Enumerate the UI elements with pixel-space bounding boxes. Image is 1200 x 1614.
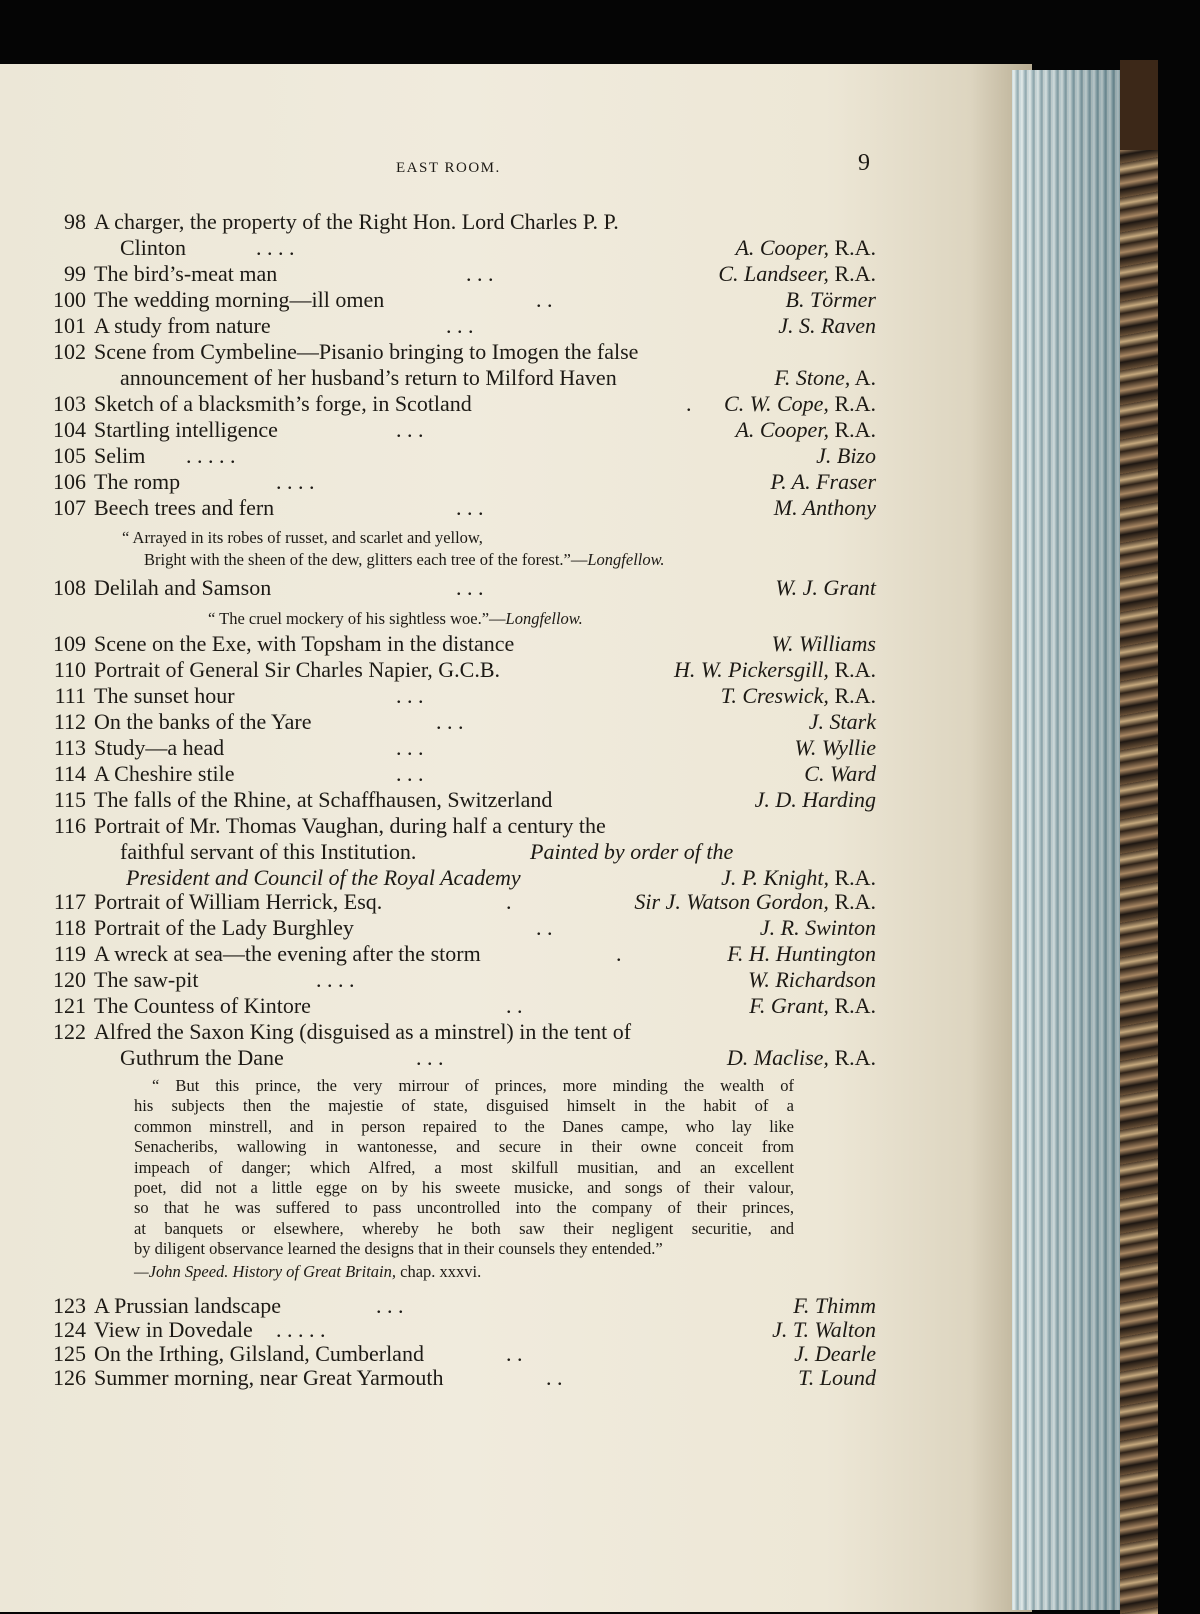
leader-dots: . . . <box>446 313 474 338</box>
leader-dots: . <box>686 391 692 416</box>
entry-title: The bird’s-meat man <box>94 261 278 286</box>
running-head: EAST ROOM. <box>396 160 501 176</box>
artist-name <box>749 993 876 1019</box>
artist-name <box>748 967 876 993</box>
artist-text: J. P. Knight, <box>721 865 829 890</box>
leader-dots: . . . . . <box>186 443 236 468</box>
entry-number: 103 <box>53 391 86 416</box>
entry-number: 101 <box>53 313 86 338</box>
leader-dots: . . . <box>396 735 424 760</box>
speed-quote-line: by diligent observance learned the designs that in their counsels they entended.” <box>134 1239 663 1259</box>
entry-title: The sunset hour <box>94 683 235 708</box>
artist-name <box>724 391 876 417</box>
leader-dots: . . <box>546 1365 563 1390</box>
entry-number: 113 <box>53 735 86 760</box>
artist-name <box>809 709 876 735</box>
entry-title: The wedding morning—ill omen <box>94 287 385 312</box>
entry-title: View in Dovedale <box>94 1317 253 1342</box>
artist-text: C. Ward <box>804 761 876 786</box>
entry-105 <box>36 443 876 469</box>
entry-103 <box>36 391 876 417</box>
entry-number: 116 <box>53 813 86 838</box>
entry-106 <box>36 469 876 495</box>
entry-title: Delilah and Samson <box>94 575 272 600</box>
entry-number: 114 <box>53 761 86 786</box>
entry-title: A Cheshire stile <box>94 761 235 786</box>
artist-name <box>795 735 876 761</box>
entry-title-continued: Guthrum the Dane <box>120 1045 284 1070</box>
speed-quote-line: common minstrell, and in person repaired to the Danes campe, who lay like <box>134 1116 794 1136</box>
entry-title: A study from nature <box>94 313 271 338</box>
artist-honorific: R.A. <box>828 683 876 708</box>
speed-quote-line: impeach of danger; which Alfred, a most skilfull musitian, and an excellent <box>134 1157 794 1177</box>
leader-dots: . . . <box>436 709 464 734</box>
entry-title: A charger, the property of the Right Hon. Lord Charles P. P. <box>94 209 619 234</box>
speed-quote-line: poet, did not a little egge on by his sweete musicke, and songs of their valour, <box>134 1177 794 1197</box>
entry-101 <box>36 313 876 339</box>
entry-116 <box>36 813 876 839</box>
artist-text: A. Cooper, <box>735 417 829 442</box>
entry-number: 110 <box>53 657 86 682</box>
entry-number: 105 <box>53 443 86 468</box>
leader-dots: . . . . <box>316 967 355 992</box>
artist-name <box>755 787 876 813</box>
entry-title-continued: faithful servant of this Institution. <box>120 839 417 864</box>
entry-116-continued-2 <box>36 865 876 891</box>
entry-112 <box>36 709 876 735</box>
artist-name <box>798 1365 876 1391</box>
entry-number: 109 <box>53 631 86 656</box>
leader-dots: . . . <box>466 261 494 286</box>
artist-text: P. A. Fraser <box>770 469 876 494</box>
artist-honorific: A. <box>850 365 876 390</box>
entry-title-continued: Clinton <box>120 235 187 260</box>
entry-118 <box>36 915 876 941</box>
cover-spine-band <box>1120 60 1158 150</box>
entry-title: A wreck at sea—the evening after the storm <box>94 941 481 966</box>
page-number: 9 <box>858 150 870 176</box>
artist-name <box>727 941 876 967</box>
entry-number: 120 <box>53 967 86 992</box>
entry-title: On the banks of the Yare <box>94 709 312 734</box>
artist-name <box>778 313 876 339</box>
artist-text: Sir J. Watson Gordon, <box>634 889 829 914</box>
entry-121 <box>36 993 876 1019</box>
artist-text: W. Richardson <box>748 967 876 992</box>
artist-name <box>774 495 876 521</box>
entry-number: 106 <box>53 469 86 494</box>
entry-111 <box>36 683 876 709</box>
leader-dots: . . <box>506 1341 523 1366</box>
speed-quote-chapter: chap. xxxvi. <box>396 1262 482 1281</box>
entry-number: 108 <box>53 575 86 600</box>
entry-number: 119 <box>53 941 86 966</box>
artist-name <box>793 1293 876 1319</box>
artist-name <box>816 443 876 469</box>
leader-dots: . . . <box>396 417 424 442</box>
artist-name <box>772 1317 876 1343</box>
entry-number: 115 <box>53 787 86 812</box>
marbled-cover <box>1120 60 1158 1614</box>
entry-125 <box>36 1341 876 1367</box>
entry-title: Summer morning, near Great Yarmouth <box>94 1365 444 1390</box>
artist-text: J. Bizo <box>816 443 876 468</box>
entry-title: Beech trees and fern <box>94 495 275 520</box>
artist-honorific: R.A. <box>828 889 876 914</box>
leader-dots: . . . <box>396 683 424 708</box>
entry-99 <box>36 261 876 287</box>
entry-119 <box>36 941 876 967</box>
artist-honorific: R.A. <box>828 261 876 286</box>
artist-name <box>721 865 876 891</box>
artist-name <box>804 761 876 787</box>
entry-title: Portrait of William Herrick, Esq. <box>94 889 383 914</box>
entry-title: Alfred the Saxon King (disguised as a minstrel) in the tent of <box>94 1019 632 1044</box>
entry-title: The romp <box>94 469 181 494</box>
entry-title-italic: President and Council of the Royal Academy <box>126 865 521 890</box>
artist-text: J. Dearle <box>794 1341 876 1366</box>
entry-title-italic: Painted by order of the <box>530 839 734 864</box>
entry-number: 126 <box>53 1365 86 1390</box>
entry-98-continued <box>36 235 876 261</box>
quote-108-text: “ The cruel mockery of his sightless woe.”— <box>208 609 506 628</box>
artist-name <box>634 889 876 915</box>
quote-108 <box>208 609 583 629</box>
artist-name <box>727 1045 876 1071</box>
entry-title: A Prussian landscape <box>94 1293 281 1318</box>
entry-98 <box>36 209 876 235</box>
entry-title: Portrait of the Lady Burghley <box>94 915 354 940</box>
page-edges-shade <box>1012 70 1134 1610</box>
entry-114 <box>36 761 876 787</box>
entry-102 <box>36 339 876 365</box>
entry-title: Selim <box>94 443 146 468</box>
speed-quote-source <box>134 1262 481 1282</box>
entry-number: 122 <box>53 1019 86 1044</box>
artist-name <box>786 287 876 313</box>
entry-122 <box>36 1019 876 1045</box>
speed-quote-line: at banquets or elsewhere, whereby he both saw their negligent securitie, and <box>134 1218 794 1238</box>
leader-dots: . . <box>506 993 523 1018</box>
entry-number: 104 <box>53 417 86 442</box>
entry-title-continued: announcement of her husband’s return to Milford Haven <box>120 365 617 390</box>
artist-honorific: R.A. <box>828 391 876 416</box>
leader-dots: . . . . <box>256 235 295 260</box>
artist-honorific: R.A. <box>828 865 876 890</box>
artist-text: A. Cooper, <box>735 235 829 260</box>
entry-title: Scene on the Exe, with Topsham in the distance <box>94 631 515 656</box>
entry-title: The falls of the Rhine, at Schaffhausen, Switzerland <box>94 787 553 812</box>
entry-122-continued <box>36 1045 876 1071</box>
quote-108-source: Longfellow. <box>505 609 583 628</box>
entry-number: 107 <box>53 495 86 520</box>
entry-number: 98 <box>64 209 86 234</box>
artist-name <box>718 261 876 287</box>
entry-number: 111 <box>54 683 86 708</box>
leader-dots: . . . <box>376 1293 404 1318</box>
leader-dots: . <box>506 889 512 914</box>
entry-116-continued <box>36 839 876 865</box>
leader-dots: . . . <box>396 761 424 786</box>
entry-107 <box>36 495 876 521</box>
artist-text: W. Williams <box>771 631 876 656</box>
artist-honorific: R.A. <box>828 417 876 442</box>
speed-quote-line: “ But this prince, the very mirrour of princes, more minding the wealth of <box>152 1076 794 1095</box>
entry-108 <box>36 575 876 601</box>
artist-name <box>772 631 876 657</box>
entry-115 <box>36 787 876 813</box>
entry-113 <box>36 735 876 761</box>
artist-text: F. Grant, <box>749 993 829 1018</box>
entry-124 <box>36 1317 876 1343</box>
quote-107-source: Longfellow. <box>587 550 665 569</box>
artist-name <box>775 575 876 601</box>
artist-honorific: R.A. <box>828 993 876 1018</box>
artist-text: J. D. Harding <box>754 787 876 812</box>
entry-title: Portrait of General Sir Charles Napier, G.C.B. <box>94 657 501 682</box>
speed-quote-line: so that he was suffered to pass uncontrolled into the company of their princes, <box>134 1198 794 1218</box>
entry-100 <box>36 287 876 313</box>
artist-name <box>770 469 876 495</box>
quote-107-text: Bright with the sheen of the dew, glitters each tree of the forest.”— <box>144 550 588 569</box>
entry-title: The Countess of Kintore <box>94 993 311 1018</box>
entry-number: 100 <box>53 287 86 312</box>
artist-text: H. W. Pickersgill, <box>673 657 829 682</box>
entry-title: Portrait of Mr. Thomas Vaughan, during half a century the <box>94 813 606 838</box>
entry-123 <box>36 1293 876 1319</box>
quote-107-line1: “ Arrayed in its robes of russet, and scarlet and yellow, <box>122 528 483 547</box>
artist-text: D. Maclise, <box>726 1045 829 1070</box>
entry-126 <box>36 1365 876 1391</box>
artist-name <box>735 417 876 443</box>
entry-104 <box>36 417 876 443</box>
artist-name <box>674 657 876 683</box>
artist-text: M. Anthony <box>773 495 876 520</box>
speed-quote-line: Senacheribs, wallowing in wantonesse, and secure in their owne conceit from <box>134 1137 794 1157</box>
artist-name <box>735 235 876 261</box>
artist-text: C. W. Cope, <box>724 391 829 416</box>
artist-text: W. J. Grant <box>775 575 876 600</box>
artist-text: J. R. Swinton <box>759 915 876 940</box>
entry-number: 117 <box>53 889 86 914</box>
entry-title: Startling intelligence <box>94 417 278 442</box>
entry-120 <box>36 967 876 993</box>
entry-number: 102 <box>53 339 86 364</box>
leader-dots: . . <box>536 915 553 940</box>
entry-title: Scene from Cymbeline—Pisanio bringing to Imogen the false <box>94 339 639 364</box>
artist-text: T. Creswick, <box>720 683 829 708</box>
speed-quote <box>134 1076 794 1260</box>
artist-text: F. Stone, <box>774 365 851 390</box>
entry-number: 125 <box>53 1341 86 1366</box>
entry-title: Study—a head <box>94 735 225 760</box>
entry-title: The saw-pit <box>94 967 199 992</box>
entry-number: 99 <box>64 261 86 286</box>
leader-dots: . . . <box>416 1045 444 1070</box>
leader-dots: . . . <box>456 575 484 600</box>
leader-dots: . . . . . <box>276 1317 326 1342</box>
leader-dots: . <box>616 941 622 966</box>
entry-110 <box>36 657 876 683</box>
artist-name <box>760 915 876 941</box>
quote-107-line2 <box>144 550 665 570</box>
artist-text: W. Wyllie <box>794 735 876 760</box>
artist-honorific: R.A. <box>828 1045 876 1070</box>
artist-text: B. Törmer <box>785 287 876 312</box>
entry-117 <box>36 889 876 915</box>
speed-quote-line: his subjects then the majestie of state, disguised himselt in the habit of a <box>134 1096 794 1116</box>
entry-title: Sketch of a blacksmith’s forge, in Scotland <box>94 391 472 416</box>
entry-number: 123 <box>53 1293 86 1318</box>
entry-number: 124 <box>53 1317 86 1342</box>
entry-number: 121 <box>53 993 86 1018</box>
artist-honorific: R.A. <box>828 657 876 682</box>
entry-title: On the Irthing, Gilsland, Cumberland <box>94 1341 424 1366</box>
entry-102-continued <box>36 365 876 391</box>
artist-honorific: R.A. <box>828 235 876 260</box>
leader-dots: . . . . <box>276 469 315 494</box>
artist-name <box>794 1341 876 1367</box>
artist-text: J. T. Walton <box>772 1317 876 1342</box>
leader-dots: . . <box>536 287 553 312</box>
artist-text: F. H. Huntington <box>727 941 876 966</box>
artist-name <box>774 365 876 391</box>
artist-text: F. Thimm <box>793 1293 876 1318</box>
artist-text: C. Landseer, <box>718 261 829 286</box>
entry-109 <box>36 631 876 657</box>
speed-quote-citation: —John Speed. History of Great Britain, <box>134 1262 396 1281</box>
artist-text: T. Lound <box>798 1365 876 1390</box>
artist-text: J. Stark <box>808 709 876 734</box>
entry-number: 118 <box>53 915 86 940</box>
entry-number: 112 <box>53 709 86 734</box>
artist-text: J. S. Raven <box>778 313 876 338</box>
artist-name <box>721 683 876 709</box>
leader-dots: . . . <box>456 495 484 520</box>
